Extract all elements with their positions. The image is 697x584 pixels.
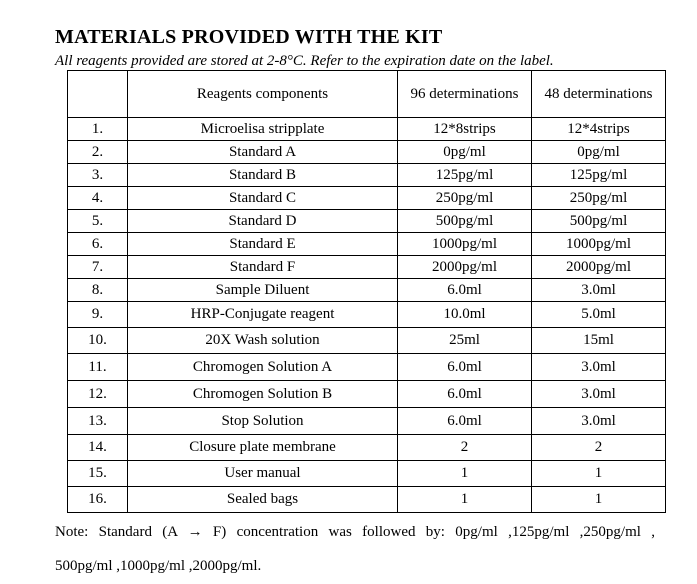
amount-48: 15ml [532,328,666,354]
amount-96: 6.0ml [398,354,532,381]
table-row [68,279,666,302]
amount-96: 12*8strips [398,118,532,141]
kit-materials-table [67,70,666,513]
amount-96: 125pg/ml [398,164,532,187]
reagent-name: Sample Diluent [128,279,398,302]
amount-48: 2 [532,435,666,461]
reagent-name: Closure plate membrane [128,435,398,461]
amount-48: 0pg/ml [532,141,666,164]
header-index [68,71,128,118]
table-row [68,141,666,164]
amount-48: 3.0ml [532,279,666,302]
row-index: 7. [68,256,128,279]
amount-48: 125pg/ml [532,164,666,187]
reagent-name: Standard D [128,210,398,233]
row-index: 4. [68,187,128,210]
amount-96: 0pg/ml [398,141,532,164]
table-row [68,164,666,187]
header-reagents-components: Reagents components [128,71,398,118]
amount-96: 500pg/ml [398,210,532,233]
table-row [68,210,666,233]
row-index: 3. [68,164,128,187]
amount-96: 2 [398,435,532,461]
table-row [68,187,666,210]
amount-48: 500pg/ml [532,210,666,233]
table-row [68,328,666,354]
row-index: 9. [68,302,128,328]
reagent-name: Standard C [128,187,398,210]
reagent-name: HRP-Conjugate reagent [128,302,398,328]
amount-96: 1 [398,461,532,487]
row-index: 16. [68,487,128,513]
reagent-name: 20X Wash solution [128,328,398,354]
table-row [68,256,666,279]
header-96-determinations: 96 determinations [398,71,532,118]
amount-96: 10.0ml [398,302,532,328]
table-row [68,118,666,141]
reagent-name: Sealed bags [128,487,398,513]
reagent-name: Standard A [128,141,398,164]
table-row [68,233,666,256]
table-row [68,302,666,328]
table-row [68,354,666,381]
row-index: 5. [68,210,128,233]
amount-48: 1 [532,487,666,513]
table-body [68,118,666,513]
footnote-line-1: Note: Standard (A → F) concentration was followed by: 0pg/ml ,125pg/ml ,250pg/ml , [55,524,655,540]
row-index: 15. [68,461,128,487]
reagent-name: User manual [128,461,398,487]
amount-48: 5.0ml [532,302,666,328]
row-index: 11. [68,354,128,381]
row-index: 2. [68,141,128,164]
footnote-line-2: 500pg/ml ,1000pg/ml ,2000pg/ml. [55,558,262,574]
amount-96: 1000pg/ml [398,233,532,256]
row-index: 6. [68,233,128,256]
reagent-name: Stop Solution [128,408,398,435]
amount-48: 2000pg/ml [532,256,666,279]
amount-96: 1 [398,487,532,513]
table-row [68,461,666,487]
amount-48: 3.0ml [532,408,666,435]
amount-48: 12*4strips [532,118,666,141]
reagent-name: Standard B [128,164,398,187]
amount-96: 6.0ml [398,279,532,302]
amount-96: 6.0ml [398,381,532,408]
reagent-name: Chromogen Solution A [128,354,398,381]
row-index: 10. [68,328,128,354]
table-row [68,381,666,408]
row-index: 13. [68,408,128,435]
reagent-name: Chromogen Solution B [128,381,398,408]
row-index: 8. [68,279,128,302]
amount-96: 250pg/ml [398,187,532,210]
amount-48: 250pg/ml [532,187,666,210]
amount-96: 6.0ml [398,408,532,435]
row-index: 1. [68,118,128,141]
page-title: MATERIALS PROVIDED WITH THE KIT [55,26,443,48]
header-48-determinations: 48 determinations [532,71,666,118]
reagent-name: Standard E [128,233,398,256]
row-index: 14. [68,435,128,461]
reagent-name: Standard F [128,256,398,279]
table-row [68,487,666,513]
amount-48: 3.0ml [532,381,666,408]
amount-48: 3.0ml [532,354,666,381]
table-header-row [68,71,666,118]
amount-48: 1 [532,461,666,487]
amount-96: 2000pg/ml [398,256,532,279]
reagent-name: Microelisa stripplate [128,118,398,141]
amount-96: 25ml [398,328,532,354]
storage-note: All reagents provided are stored at 2-8°C. Refer to the expiration date on the label. [55,53,554,69]
row-index: 12. [68,381,128,408]
amount-48: 1000pg/ml [532,233,666,256]
table-row [68,435,666,461]
table-row [68,408,666,435]
